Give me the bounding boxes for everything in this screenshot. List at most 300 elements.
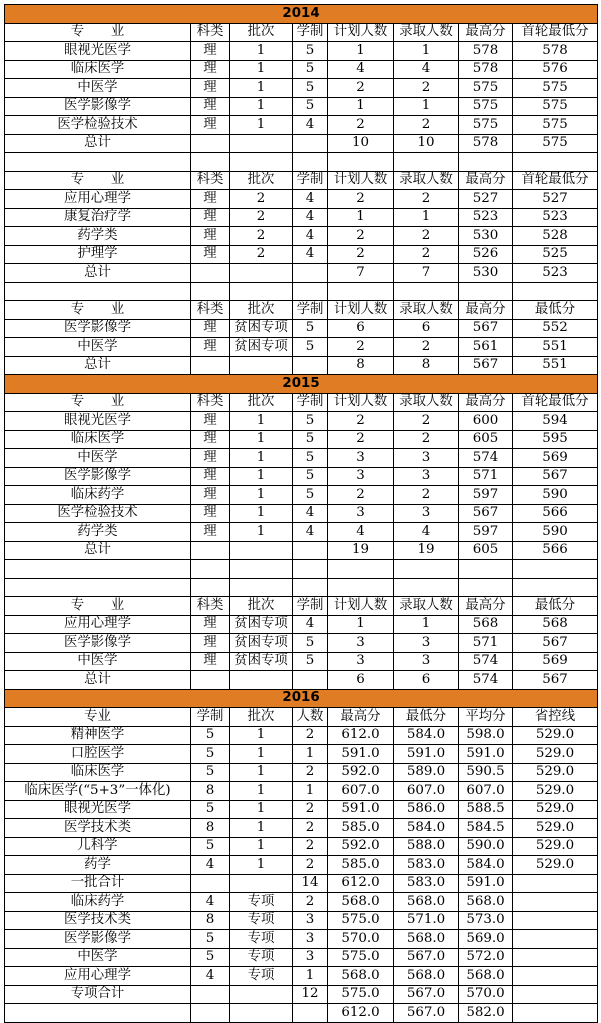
- value-cell: 学制: [293, 393, 328, 412]
- value-cell: 1: [230, 42, 293, 61]
- row-label-cell: 护理学: [5, 245, 191, 264]
- value-cell: 1: [230, 79, 293, 98]
- table-row: [5, 467, 598, 486]
- value-cell: 计划人数: [328, 301, 394, 320]
- value-cell: 计划人数: [328, 597, 394, 616]
- value-cell: [191, 356, 230, 375]
- total-row: [5, 356, 598, 375]
- value-cell: 568.0: [328, 893, 394, 912]
- value-cell: 8: [394, 356, 459, 375]
- value-cell: 1: [230, 449, 293, 468]
- value-cell: [230, 134, 293, 153]
- value-cell: [513, 985, 598, 1004]
- value-cell: 568.0: [394, 967, 459, 986]
- value-cell: [513, 893, 598, 912]
- value-cell: 5: [191, 745, 230, 764]
- value-cell: 571: [459, 467, 513, 486]
- value-cell: 5: [293, 430, 328, 449]
- value-cell: 批次: [230, 301, 293, 320]
- value-cell: 597: [459, 523, 513, 542]
- value-cell: 1: [230, 856, 293, 875]
- value-cell: 589.0: [394, 763, 459, 782]
- value-cell: 1: [394, 97, 459, 116]
- value-cell: 理: [191, 319, 230, 338]
- empty-cell: [293, 560, 328, 579]
- value-cell: 527: [513, 190, 598, 209]
- value-cell: 567.0: [394, 948, 459, 967]
- value-cell: 理: [191, 227, 230, 246]
- value-cell: 529.0: [513, 819, 598, 838]
- value-cell: 录取人数: [394, 393, 459, 412]
- value-cell: 1: [328, 42, 394, 61]
- header-row: [5, 301, 598, 320]
- value-cell: 2: [230, 190, 293, 209]
- value-cell: 2: [394, 116, 459, 135]
- value-cell: 3: [394, 504, 459, 523]
- row-label-cell: 眼视光医学: [5, 412, 191, 431]
- value-cell: 529.0: [513, 726, 598, 745]
- value-cell: 567: [513, 671, 598, 690]
- value-cell: 5: [191, 726, 230, 745]
- value-cell: 3: [394, 449, 459, 468]
- value-cell: 批次: [230, 708, 293, 727]
- value-cell: 566: [513, 504, 598, 523]
- empty-cell: [230, 282, 293, 301]
- value-cell: 贫困专项: [230, 615, 293, 634]
- row-label-cell: 康复治疗学: [5, 208, 191, 227]
- row-label-cell: 医学检验技术: [5, 504, 191, 523]
- value-cell: 1: [230, 782, 293, 801]
- row-label-cell: 临床医学: [5, 60, 191, 79]
- value-cell: [230, 671, 293, 690]
- value-cell: 568: [459, 615, 513, 634]
- value-cell: 5: [293, 97, 328, 116]
- value-cell: 551: [513, 356, 598, 375]
- value-cell: 575: [459, 116, 513, 135]
- row-label-cell: 儿科学: [5, 837, 191, 856]
- row-label-cell: 专 业: [5, 301, 191, 320]
- value-cell: 529.0: [513, 800, 598, 819]
- value-cell: 4: [191, 893, 230, 912]
- value-cell: 571.0: [394, 911, 459, 930]
- empty-cell: [459, 578, 513, 597]
- value-cell: [513, 948, 598, 967]
- value-cell: 1: [328, 97, 394, 116]
- row-label-cell: 总计: [5, 356, 191, 375]
- value-cell: 568.0: [459, 893, 513, 912]
- row-label-cell: 眼视光医学: [5, 42, 191, 61]
- empty-cell: [328, 282, 394, 301]
- value-cell: 批次: [230, 171, 293, 190]
- value-cell: 理: [191, 652, 230, 671]
- value-cell: [293, 1004, 328, 1023]
- value-cell: [293, 264, 328, 283]
- value-cell: 1: [230, 800, 293, 819]
- header-row: [5, 23, 598, 42]
- value-cell: 595: [513, 430, 598, 449]
- value-cell: 计划人数: [328, 171, 394, 190]
- table-row: [5, 615, 598, 634]
- value-cell: 591.0: [394, 745, 459, 764]
- value-cell: 最低分: [513, 597, 598, 616]
- value-cell: 523: [513, 264, 598, 283]
- value-cell: 5: [293, 467, 328, 486]
- value-cell: 理: [191, 245, 230, 264]
- empty-cell: [394, 578, 459, 597]
- value-cell: 7: [328, 264, 394, 283]
- value-cell: 1: [230, 97, 293, 116]
- value-cell: 理: [191, 430, 230, 449]
- value-cell: [513, 874, 598, 893]
- table-row: [5, 79, 598, 98]
- value-cell: 2: [230, 227, 293, 246]
- value-cell: 605: [459, 541, 513, 560]
- row-label-cell: 精神医学: [5, 726, 191, 745]
- value-cell: 1: [293, 967, 328, 986]
- value-cell: 571: [459, 634, 513, 653]
- value-cell: 529.0: [513, 782, 598, 801]
- value-cell: [191, 541, 230, 560]
- value-cell: 575: [513, 116, 598, 135]
- table-row: [5, 504, 598, 523]
- value-cell: 最高分: [459, 23, 513, 42]
- value-cell: 4: [191, 856, 230, 875]
- value-cell: 1: [230, 467, 293, 486]
- empty-cell: [513, 153, 598, 172]
- empty-cell: [513, 282, 598, 301]
- value-cell: 586.0: [394, 800, 459, 819]
- value-cell: 3: [328, 634, 394, 653]
- value-cell: 省控线: [513, 708, 598, 727]
- value-cell: 学制: [293, 171, 328, 190]
- value-cell: 585.0: [328, 856, 394, 875]
- value-cell: 12: [293, 985, 328, 1004]
- total-row: [5, 671, 598, 690]
- year-title: 2015: [5, 375, 598, 394]
- empty-cell: [513, 560, 598, 579]
- empty-cell: [328, 578, 394, 597]
- table-body: [5, 5, 598, 1023]
- value-cell: 1: [230, 504, 293, 523]
- value-cell: 3: [293, 911, 328, 930]
- table-row: [5, 874, 598, 893]
- value-cell: 568.0: [394, 930, 459, 949]
- value-cell: 理: [191, 449, 230, 468]
- row-label-cell: 医学影像学: [5, 634, 191, 653]
- row-label-cell: 医学技术类: [5, 819, 191, 838]
- value-cell: 607.0: [394, 782, 459, 801]
- value-cell: 专项: [230, 967, 293, 986]
- value-cell: 525: [513, 245, 598, 264]
- value-cell: 人数: [293, 708, 328, 727]
- value-cell: 5: [191, 763, 230, 782]
- value-cell: 科类: [191, 393, 230, 412]
- row-label-cell: 临床药学: [5, 486, 191, 505]
- value-cell: 理: [191, 190, 230, 209]
- value-cell: 575: [459, 97, 513, 116]
- value-cell: 8: [191, 782, 230, 801]
- value-cell: 1: [230, 837, 293, 856]
- empty-cell: [459, 282, 513, 301]
- value-cell: 2: [293, 893, 328, 912]
- spacer-row: [5, 560, 598, 579]
- value-cell: 574: [459, 671, 513, 690]
- value-cell: 5: [293, 486, 328, 505]
- value-cell: 2: [293, 763, 328, 782]
- value-cell: 4: [293, 227, 328, 246]
- value-cell: 578: [513, 42, 598, 61]
- value-cell: 5: [293, 319, 328, 338]
- value-cell: 8: [191, 819, 230, 838]
- row-label-cell: 一批合计: [5, 874, 191, 893]
- value-cell: [513, 930, 598, 949]
- value-cell: 3: [328, 467, 394, 486]
- value-cell: 4: [293, 523, 328, 542]
- value-cell: 2: [293, 856, 328, 875]
- value-cell: 4: [293, 190, 328, 209]
- table-row: [5, 116, 598, 135]
- table-row: [5, 97, 598, 116]
- value-cell: 学制: [191, 708, 230, 727]
- year-band-2015: [5, 375, 598, 394]
- total-row: [5, 134, 598, 153]
- value-cell: 19: [394, 541, 459, 560]
- value-cell: 567.0: [394, 985, 459, 1004]
- year-title: 2016: [5, 689, 598, 708]
- value-cell: 591.0: [459, 874, 513, 893]
- row-label-cell: 医学检验技术: [5, 116, 191, 135]
- value-cell: 1: [328, 208, 394, 227]
- value-cell: 2: [394, 412, 459, 431]
- value-cell: 2: [293, 837, 328, 856]
- value-cell: 529.0: [513, 837, 598, 856]
- value-cell: 2: [394, 486, 459, 505]
- spacer-row: [5, 578, 598, 597]
- value-cell: 569: [513, 449, 598, 468]
- value-cell: 首轮最低分: [513, 23, 598, 42]
- empty-cell: [459, 560, 513, 579]
- value-cell: 594: [513, 412, 598, 431]
- value-cell: 584.0: [394, 819, 459, 838]
- empty-cell: [230, 153, 293, 172]
- value-cell: 590: [513, 486, 598, 505]
- value-cell: 8: [328, 356, 394, 375]
- row-label-cell: 专项合计: [5, 985, 191, 1004]
- value-cell: 5: [293, 42, 328, 61]
- row-label-cell: 医学影像学: [5, 97, 191, 116]
- row-label-cell: 总计: [5, 134, 191, 153]
- value-cell: 理: [191, 467, 230, 486]
- value-cell: 2: [293, 819, 328, 838]
- spreadsheet: [4, 4, 597, 1023]
- value-cell: 4: [394, 523, 459, 542]
- value-cell: 科类: [191, 301, 230, 320]
- value-cell: [191, 985, 230, 1004]
- value-cell: 572.0: [459, 948, 513, 967]
- value-cell: 2: [328, 116, 394, 135]
- value-cell: 理: [191, 615, 230, 634]
- value-cell: 575: [513, 79, 598, 98]
- value-cell: [513, 911, 598, 930]
- row-label-cell: 医学影像学: [5, 467, 191, 486]
- table-row: [5, 60, 598, 79]
- value-cell: 591.0: [459, 745, 513, 764]
- value-cell: 612.0: [328, 1004, 394, 1023]
- value-cell: 5: [191, 800, 230, 819]
- value-cell: 3: [293, 948, 328, 967]
- value-cell: 1: [230, 763, 293, 782]
- value-cell: 录取人数: [394, 171, 459, 190]
- value-cell: 理: [191, 42, 230, 61]
- empty-cell: [5, 560, 191, 579]
- table-row: [5, 208, 598, 227]
- value-cell: 576: [513, 60, 598, 79]
- value-cell: 4: [293, 245, 328, 264]
- empty-cell: [5, 153, 191, 172]
- value-cell: 平均分: [459, 708, 513, 727]
- value-cell: 2: [328, 227, 394, 246]
- value-cell: 584.0: [394, 726, 459, 745]
- table-row: [5, 837, 598, 856]
- value-cell: 1: [394, 615, 459, 634]
- table-row: [5, 726, 598, 745]
- row-label-cell: 专业: [5, 708, 191, 727]
- value-cell: 6: [394, 671, 459, 690]
- value-cell: 录取人数: [394, 301, 459, 320]
- value-cell: [191, 264, 230, 283]
- table-row: [5, 449, 598, 468]
- table-row: [5, 911, 598, 930]
- table-row: [5, 819, 598, 838]
- table-row: [5, 930, 598, 949]
- value-cell: 贫困专项: [230, 338, 293, 357]
- value-cell: 3: [394, 634, 459, 653]
- value-cell: 4: [293, 116, 328, 135]
- value-cell: 科类: [191, 171, 230, 190]
- value-cell: 2: [328, 412, 394, 431]
- value-cell: 590: [513, 523, 598, 542]
- value-cell: 588.0: [394, 837, 459, 856]
- value-cell: 2: [328, 190, 394, 209]
- table-row: [5, 634, 598, 653]
- row-label-cell: [5, 1004, 191, 1023]
- row-label-cell: 应用心理学: [5, 967, 191, 986]
- value-cell: 贫困专项: [230, 319, 293, 338]
- value-cell: 575: [513, 97, 598, 116]
- value-cell: 1: [293, 782, 328, 801]
- value-cell: [230, 1004, 293, 1023]
- value-cell: [293, 671, 328, 690]
- value-cell: 567: [513, 634, 598, 653]
- row-label-cell: 药学类: [5, 227, 191, 246]
- value-cell: 575.0: [328, 948, 394, 967]
- row-label-cell: 专 业: [5, 171, 191, 190]
- value-cell: 10: [328, 134, 394, 153]
- value-cell: 理: [191, 504, 230, 523]
- table-row: [5, 763, 598, 782]
- value-cell: [230, 874, 293, 893]
- value-cell: 专项: [230, 948, 293, 967]
- value-cell: 贫困专项: [230, 634, 293, 653]
- value-cell: 568.0: [328, 967, 394, 986]
- value-cell: 530: [459, 264, 513, 283]
- row-label-cell: 口腔医学: [5, 745, 191, 764]
- row-label-cell: 临床药学: [5, 893, 191, 912]
- value-cell: 529.0: [513, 763, 598, 782]
- value-cell: 6: [328, 319, 394, 338]
- row-label-cell: 医学技术类: [5, 911, 191, 930]
- value-cell: 1: [230, 412, 293, 431]
- value-cell: 3: [328, 449, 394, 468]
- year-title: 2014: [5, 5, 598, 24]
- value-cell: 523: [513, 208, 598, 227]
- row-label-cell: 医学影像学: [5, 930, 191, 949]
- value-cell: 570.0: [328, 930, 394, 949]
- header-row: [5, 597, 598, 616]
- value-cell: 598.0: [459, 726, 513, 745]
- empty-cell: [230, 560, 293, 579]
- value-cell: 4: [293, 504, 328, 523]
- empty-cell: [230, 578, 293, 597]
- empty-cell: [5, 578, 191, 597]
- value-cell: 5: [191, 837, 230, 856]
- value-cell: 529.0: [513, 856, 598, 875]
- value-cell: 19: [328, 541, 394, 560]
- table-row: [5, 856, 598, 875]
- spacer-row: [5, 153, 598, 172]
- header-row: [5, 393, 598, 412]
- value-cell: 575: [513, 134, 598, 153]
- value-cell: 科类: [191, 597, 230, 616]
- value-cell: 568.0: [459, 967, 513, 986]
- empty-cell: [394, 153, 459, 172]
- value-cell: [191, 874, 230, 893]
- table-row: [5, 319, 598, 338]
- value-cell: 最高分: [459, 393, 513, 412]
- row-label-cell: 总计: [5, 264, 191, 283]
- row-label-cell: 中医学: [5, 449, 191, 468]
- value-cell: 567: [513, 467, 598, 486]
- value-cell: [191, 1004, 230, 1023]
- table-row: [5, 338, 598, 357]
- value-cell: 4: [293, 208, 328, 227]
- empty-cell: [394, 560, 459, 579]
- value-cell: 591.0: [328, 745, 394, 764]
- value-cell: 583.0: [394, 874, 459, 893]
- row-label-cell: 临床医学: [5, 430, 191, 449]
- value-cell: 578: [459, 42, 513, 61]
- empty-cell: [191, 578, 230, 597]
- value-cell: 575.0: [328, 985, 394, 1004]
- value-cell: 6: [328, 671, 394, 690]
- row-label-cell: 中医学: [5, 338, 191, 357]
- value-cell: 607.0: [459, 782, 513, 801]
- row-label-cell: 中医学: [5, 79, 191, 98]
- value-cell: [230, 356, 293, 375]
- value-cell: 科类: [191, 23, 230, 42]
- empty-cell: [191, 153, 230, 172]
- value-cell: 最高分: [459, 597, 513, 616]
- value-cell: 1: [230, 60, 293, 79]
- value-cell: 574: [459, 449, 513, 468]
- value-cell: 591.0: [328, 800, 394, 819]
- value-cell: 5: [293, 79, 328, 98]
- value-cell: 523: [459, 208, 513, 227]
- value-cell: 1: [230, 486, 293, 505]
- value-cell: 最低分: [394, 708, 459, 727]
- row-label-cell: 眼视光医学: [5, 800, 191, 819]
- value-cell: 612.0: [328, 874, 394, 893]
